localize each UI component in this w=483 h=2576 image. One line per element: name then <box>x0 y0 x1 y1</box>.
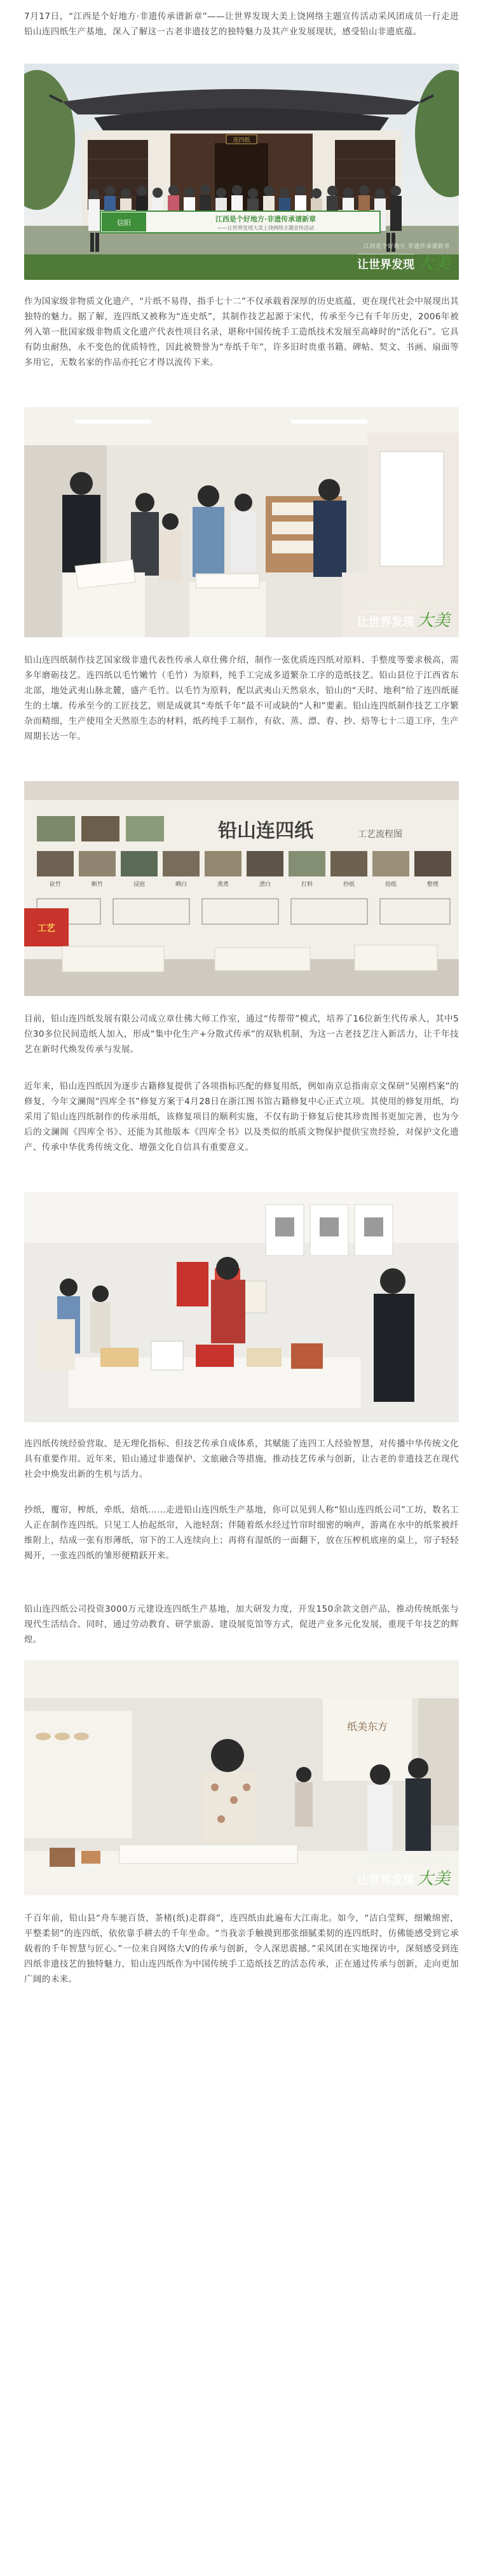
watermark-small-text: 江西是个好地方 非遗传承谱新章 <box>363 243 450 249</box>
step-label: 抄纸 <box>343 882 355 888</box>
watermark-small-text: 江西是个好地方 非遗传承谱新章 <box>363 1859 450 1865</box>
step-label: 断竹 <box>91 882 104 888</box>
watermark-script-text: 大美 <box>416 1869 450 1888</box>
step-label: 砍竹 <box>49 882 62 888</box>
banner-title: 江西是个好地方·非遗传承谱新章 <box>215 215 316 223</box>
exhibit-visit-photo <box>24 407 459 637</box>
closing-paragraph: 千百年前，铅山县“舟车驰百货，茶楮(纸)走群商”，连四纸由此遍布大江南北。如今，“洁白莹辉，细嫩绵密，平整柔韧”的连四纸，依依靠手耕去的千年坐命。“当我亲手触摸到那张细腻柔韧的连四纸时，仿佛能感受到它承载着的千年智慧与匠心。”一位来自网络大V的传承与创新，令人深思震撼。”采风团在实地探访中，深刻感受到连四纸非遗技艺的独特魅力，铅山连四纸作为中国传统手工造纸技艺的活态传承，正在通过传承与创新，走向更加广阔的未来。 <box>24 1913 459 1984</box>
wall-panel-text: 纸美东方 <box>346 1721 388 1733</box>
product-showcase-photo <box>24 1192 459 1422</box>
banner-logo-text: 信阳 <box>117 219 131 227</box>
step-label: 蒸煮 <box>217 882 229 888</box>
watermark-script-text: 大美 <box>416 254 450 273</box>
step-label: 整理 <box>426 882 439 888</box>
group-photo <box>24 64 459 280</box>
watermark-small-text: 江西是个好地方 非遗传承谱新章 <box>363 600 450 607</box>
watermark-logo-3 <box>357 1857 450 1889</box>
watermark-big-text: 让世界发现 <box>357 1869 414 1888</box>
craft-paragraph: 铅山连四纸制作技艺国家级非遗代表性传承人章仕佛介绍，制作一张优质连四纸对原料、手整度等要求极高，需多年磨砺技艺。连四纸以毛竹嫩竹（毛竹）为原料，纯手工完成多道繁杂工序的造纸技艺。铅山县位于江西省东北部，地处武夷山脉北麓，盛产毛竹。以毛竹为原料，配以武夷山天然泉水，铅山的“天时、地利”给了连四纸诞生的土壤。传承至今的工匠技艺，则是成就其“寿纸千年”最不可或缺的“人和”要素。铅山连四纸制作技艺工序繁杂而精细，生产使用全天然原生态的材料，纸药纯手工制作，有砍、蒸、漂、春、抄、焙等七十二道工序，生产周期长达一年。 <box>24 655 459 742</box>
watermark-big-text: 让世界发现 <box>357 254 414 272</box>
process-wall-photo <box>24 781 459 996</box>
step-label: 焙纸 <box>384 882 397 888</box>
watermark-big-text: 让世界发现 <box>357 611 414 630</box>
intro-paragraph: 7月17日，“江西是个好地方·非遗传承谱新章”——让世界发现大美上饶网络主题宣传活动采风团成员一行走进铅山连四纸生产基地，深入了解这一古老非遗技艺的独特魅力及其产业发展现状，感受铅山非遗底蕴。 <box>24 11 459 37</box>
building-sign-text: 连四纸 <box>233 137 250 144</box>
craftsman-photo <box>24 1660 459 1895</box>
process-paragraph: 抄纸，覆帘，榨纸，牵纸，焙纸……走进铅山连四纸生产基地，你可以见到人称“铅山连四纸公司”工坊，数名工人正在制作连四纸。只见工人抬起纸帘，入池轻刮；伴随着纸水经过竹帘时细密的响声，游离在水中的纸浆被纤维附上，结成一张有形薄纸，帘下的工人连续向上；再将有湿纸的一面翻下，放在压榨机底座的桌上，帘子轻轻揭开，一张连四纸的雏形便精跃开来。 <box>24 1505 459 1561</box>
watermark-logo <box>357 242 450 274</box>
step-label: 打料 <box>301 882 313 888</box>
banner-subtitle: ——让世界发现大美上饶网络主题宣传活动 <box>217 225 314 231</box>
wall-title: 铅山连四纸 <box>218 820 313 842</box>
step-label: 浸泡 <box>133 882 146 888</box>
heritage-paragraph: 作为国家级非物质文化遗产，“片纸不易得，指手七十二”不仅承载着深厚的历史底蕴，更在现代社会中展现出其独特的魅力。据了解，连四纸又被称为“连史纸”，其制作技艺起源于宋代，传承至今已有千年历史，2006年被列入第一批国家级非物质文化遗产代表性项目名录，堪称中国传统手工造纸技术发展至高峰时的“活化石”。它具有防虫耐热，永不变色的优质特性，因此被赞誉为“寿纸千年”，许多旧时贵重书籍、碑帖、契文、书画、扇面等多用它，无数名家的作品亦托它才得以流传下来。 <box>24 296 459 368</box>
development-paragraph: 连四纸传统经验营取、是无理化指标、但技艺传承自成体系，其赋能了连四工人经验智慧，对传播中华传统文化具有重要作用。近年来，铅山通过非遗保护、文旅融合等措施，推动技艺传承与创新，让古老的非遗技艺在现代社会中焕发出新的生机与活力。 <box>24 1439 459 1479</box>
studio-paragraph: 目前，铅山连四纸发展有限公司成立章仕佛大师工作室，通过“传帮带”模式，培养了16位新生代传承人，其中5位30多位民间造纸人加入，形成“集中化生产+分散式传承”的双轨机制，为这一古老技艺注入新活力，让千年技艺在新时代焕发传承与发展。 <box>24 1014 459 1055</box>
wall-subtitle: 工艺流程图 <box>358 829 402 840</box>
step-label: 晒白 <box>175 882 187 888</box>
red-badge-text: 工艺 <box>37 924 55 934</box>
step-label: 漂白 <box>259 882 271 888</box>
watermark-logo-2 <box>357 599 450 631</box>
investment-paragraph: 铅山连四纸公司投资3000万元建设连四纸生产基地，加大研发力度，开发150余款文创产品，推动传统纸张与现代生活结合。同时，通过劳动教育、研学旅游、建设展览馆等方式，促进产业多元化发展，重现千年技艺的辉煌。 <box>24 1604 459 1645</box>
watermark-script-text: 大美 <box>416 611 450 630</box>
restoration-paragraph: 近年来，铅山连四纸因为逐步古籍修复提供了各项指标匹配的修复用纸，例如南京总指南京文保研“吴刚档案”的修复，今年文澜阁“四库全书”修复方案于4月28日在浙江图书馆古籍修复中心正式立项。其使用的修复用纸，均采用了铅山连四纸制作的传承用纸，该修复项目的顺利实施，不仅有助于修复后使其珍贵图书更加完善，也为今后的文澜阁《四库全书》、还能为其他版本《四库全书》以及类似的纸质文物保护提供宝贵经验，对保护文化遗产、传承中华优秀传统文化、增强文化自信具有重要意义。 <box>24 1081 459 1153</box>
